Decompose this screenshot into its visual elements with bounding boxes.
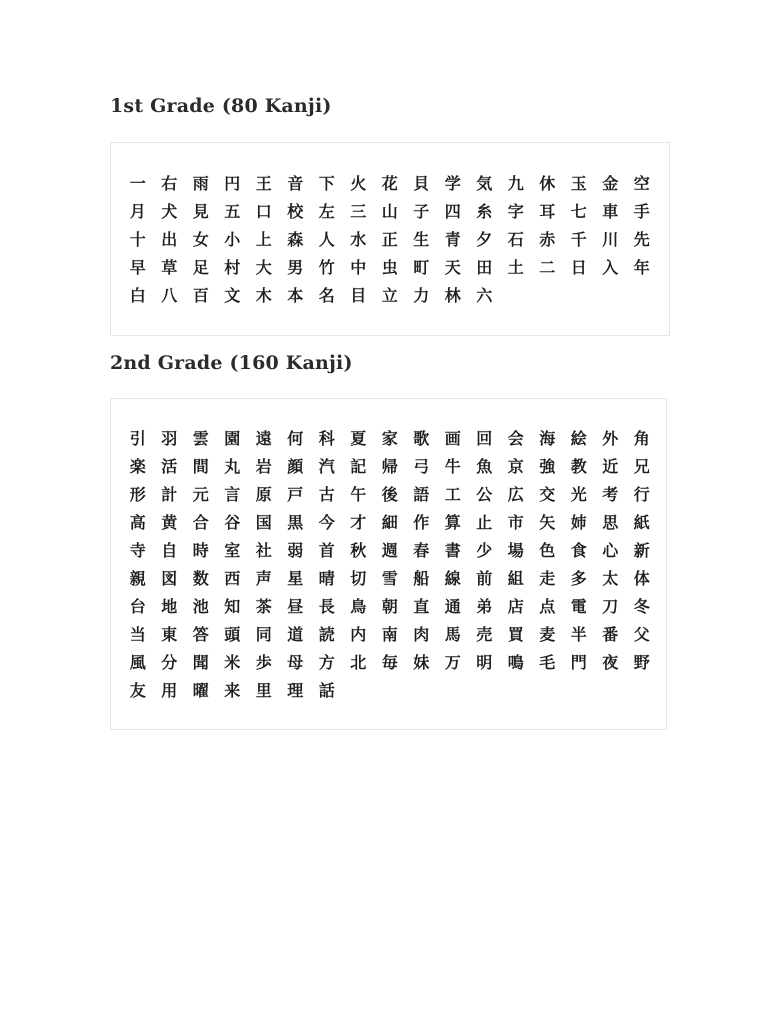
kanji-character: 犬: [161, 202, 178, 221]
kanji-character: 見: [192, 202, 209, 221]
kanji-character: 刀: [602, 597, 619, 616]
kanji-character: 海: [539, 429, 556, 448]
kanji-character: 兄: [633, 457, 650, 476]
kanji-character: 茶: [255, 597, 272, 616]
kanji-character: 明: [476, 653, 493, 672]
kanji-character: 北: [350, 653, 367, 672]
kanji-character: 色: [539, 541, 556, 560]
kanji-character: 遠: [255, 429, 272, 448]
kanji-character: 立: [381, 286, 398, 305]
kanji-character: 子: [413, 202, 430, 221]
kanji-character: 園: [224, 429, 241, 448]
kanji-character: 鳥: [350, 597, 367, 616]
kanji-character: 口: [255, 202, 272, 221]
kanji-character: 心: [602, 541, 619, 560]
kanji-character: 川: [602, 230, 619, 249]
kanji-character: 算: [444, 513, 461, 532]
kanji-character: 春: [413, 541, 430, 560]
kanji-character: 午: [350, 485, 367, 504]
kanji-character: 林: [444, 286, 461, 305]
kanji-character: 方: [318, 653, 335, 672]
kanji-character: 耳: [539, 202, 556, 221]
kanji-character: 岩: [255, 457, 272, 476]
kanji-character: 番: [602, 625, 619, 644]
kanji-character: 二: [539, 258, 556, 277]
kanji-character: 花: [381, 174, 398, 193]
kanji-character: 先: [633, 230, 650, 249]
kanji-character: 教: [570, 457, 587, 476]
kanji-character: 馬: [444, 625, 461, 644]
kanji-character: 中: [350, 258, 367, 277]
kanji-character: 雲: [192, 429, 209, 448]
kanji-character: 同: [255, 625, 272, 644]
kanji-character: 寺: [129, 541, 146, 560]
kanji-character: 半: [570, 625, 587, 644]
kanji-character: 顔: [287, 457, 304, 476]
kanji-character: 玉: [570, 174, 587, 193]
kanji-character: 石: [507, 230, 524, 249]
kanji-character: 大: [255, 258, 272, 277]
kanji-character: 十: [129, 230, 146, 249]
kanji-character: 帰: [381, 457, 398, 476]
kanji-character: 金: [602, 174, 619, 193]
kanji-character: 書: [444, 541, 461, 560]
kanji-character: 音: [287, 174, 304, 193]
grade-2-title: 2nd Grade (160 Kanji): [110, 352, 353, 374]
kanji-character: 朝: [381, 597, 398, 616]
kanji-character: 読: [318, 625, 335, 644]
kanji-character: 形: [129, 485, 146, 504]
kanji-character: 地: [161, 597, 178, 616]
kanji-character: 虫: [381, 258, 398, 277]
kanji-character: 体: [633, 569, 650, 588]
kanji-character: 太: [602, 569, 619, 588]
kanji-character: 矢: [539, 513, 556, 532]
kanji-character: 知: [224, 597, 241, 616]
kanji-character: 計: [161, 485, 178, 504]
kanji-character: 千: [570, 230, 587, 249]
kanji-character: 右: [161, 174, 178, 193]
kanji-character: 語: [413, 485, 430, 504]
kanji-character: 目: [350, 286, 367, 305]
kanji-character: 売: [476, 625, 493, 644]
kanji-character: 組: [507, 569, 524, 588]
kanji-character: 牛: [444, 457, 461, 476]
kanji-character: 力: [413, 286, 430, 305]
kanji-character: 直: [413, 597, 430, 616]
kanji-character: 森: [287, 230, 304, 249]
kanji-character: 池: [192, 597, 209, 616]
kanji-character: 分: [161, 653, 178, 672]
kanji-character: 雪: [381, 569, 398, 588]
kanji-character: 火: [350, 174, 367, 193]
kanji-character: 間: [192, 457, 209, 476]
kanji-character: 休: [539, 174, 556, 193]
kanji-character: 切: [350, 569, 367, 588]
kanji-character: 弱: [287, 541, 304, 560]
kanji-character: 活: [161, 457, 178, 476]
kanji-character: 生: [413, 230, 430, 249]
kanji-character: 交: [539, 485, 556, 504]
kanji-character: 小: [224, 230, 241, 249]
kanji-character: 昼: [287, 597, 304, 616]
kanji-character: 電: [570, 597, 587, 616]
kanji-character: 日: [570, 258, 587, 277]
kanji-character: 船: [413, 569, 430, 588]
kanji-character: 妹: [413, 653, 430, 672]
kanji-character: 三: [350, 202, 367, 221]
kanji-character: 広: [507, 485, 524, 504]
kanji-character: 自: [161, 541, 178, 560]
kanji-character: 村: [224, 258, 241, 277]
kanji-character: 九: [507, 174, 524, 193]
kanji-character: 絵: [570, 429, 587, 448]
kanji-character: 声: [255, 569, 272, 588]
kanji-character: 言: [224, 485, 241, 504]
kanji-character: 竹: [318, 258, 335, 277]
kanji-character: 強: [539, 457, 556, 476]
kanji-character: 水: [350, 230, 367, 249]
kanji-character: 青: [444, 230, 461, 249]
kanji-character: 毎: [381, 653, 398, 672]
kanji-character: 買: [507, 625, 524, 644]
kanji-character: 店: [507, 597, 524, 616]
kanji-character: 点: [539, 597, 556, 616]
kanji-character: 歌: [413, 429, 430, 448]
kanji-character: 画: [444, 429, 461, 448]
kanji-character: 天: [444, 258, 461, 277]
kanji-character: 円: [224, 174, 241, 193]
kanji-character: 本: [287, 286, 304, 305]
kanji-character: 歩: [255, 653, 272, 672]
kanji-character: 聞: [192, 653, 209, 672]
kanji-character: 室: [224, 541, 241, 560]
kanji-character: 羽: [161, 429, 178, 448]
kanji-character: 五: [224, 202, 241, 221]
kanji-character: 気: [476, 174, 493, 193]
kanji-character: 考: [602, 485, 619, 504]
kanji-character: 男: [287, 258, 304, 277]
kanji-character: 高: [129, 513, 146, 532]
kanji-character: 走: [539, 569, 556, 588]
kanji-character: 家: [381, 429, 398, 448]
kanji-character: 万: [444, 653, 461, 672]
kanji-character: 正: [381, 230, 398, 249]
kanji-character: 夜: [602, 653, 619, 672]
kanji-character: 京: [507, 457, 524, 476]
kanji-character: 楽: [129, 457, 146, 476]
kanji-character: 新: [633, 541, 650, 560]
kanji-character: 後: [381, 485, 398, 504]
kanji-character: 数: [192, 569, 209, 588]
kanji-character: 入: [602, 258, 619, 277]
kanji-character: 校: [287, 202, 304, 221]
kanji-character: 外: [602, 429, 619, 448]
kanji-character: 公: [476, 485, 493, 504]
kanji-character: 田: [476, 258, 493, 277]
kanji-character: 科: [318, 429, 335, 448]
kanji-character: 四: [444, 202, 461, 221]
kanji-character: 白: [129, 286, 146, 305]
kanji-character: 足: [192, 258, 209, 277]
kanji-character: 母: [287, 653, 304, 672]
kanji-character: 何: [287, 429, 304, 448]
kanji-character: 一: [129, 174, 146, 193]
kanji-character: 食: [570, 541, 587, 560]
kanji-character: 学: [444, 174, 461, 193]
kanji-character: 角: [633, 429, 650, 448]
kanji-character: 曜: [192, 681, 209, 700]
kanji-character: 図: [161, 569, 178, 588]
kanji-character: 週: [381, 541, 398, 560]
kanji-character: 文: [224, 286, 241, 305]
kanji-character: 夕: [476, 230, 493, 249]
kanji-character: 百: [192, 286, 209, 305]
kanji-character: 工: [444, 485, 461, 504]
kanji-character: 理: [287, 681, 304, 700]
kanji-character: 会: [507, 429, 524, 448]
grade-2-kanji-grid: [122, 425, 658, 705]
kanji-character: 魚: [476, 457, 493, 476]
kanji-character: 首: [318, 541, 335, 560]
kanji-character: 台: [129, 597, 146, 616]
kanji-character: 線: [444, 569, 461, 588]
kanji-character: 父: [633, 625, 650, 644]
kanji-character: 友: [129, 681, 146, 700]
kanji-character: 里: [255, 681, 272, 700]
kanji-character: 弓: [413, 457, 430, 476]
kanji-character: 頭: [224, 625, 241, 644]
kanji-character: 土: [507, 258, 524, 277]
kanji-character: 風: [129, 653, 146, 672]
kanji-character: 話: [318, 681, 335, 700]
kanji-character: 答: [192, 625, 209, 644]
kanji-character: 社: [255, 541, 272, 560]
kanji-character: 町: [413, 258, 430, 277]
kanji-character: 王: [255, 174, 272, 193]
kanji-character: 空: [633, 174, 650, 193]
kanji-character: 東: [161, 625, 178, 644]
kanji-character: 親: [129, 569, 146, 588]
grade-1-title: 1st Grade (80 Kanji): [110, 95, 332, 117]
kanji-character: 女: [192, 230, 209, 249]
kanji-character: 月: [129, 202, 146, 221]
kanji-character: 貝: [413, 174, 430, 193]
grade-1-kanji-grid: [122, 170, 658, 310]
kanji-character: 年: [633, 258, 650, 277]
kanji-character: 黄: [161, 513, 178, 532]
grade-2-kanji-box: [110, 398, 667, 730]
kanji-character: 毛: [539, 653, 556, 672]
kanji-character: 野: [633, 653, 650, 672]
kanji-character: 汽: [318, 457, 335, 476]
kanji-character: 戸: [287, 485, 304, 504]
kanji-character: 姉: [570, 513, 587, 532]
kanji-character: 雨: [192, 174, 209, 193]
kanji-character: 引: [129, 429, 146, 448]
kanji-character: 回: [476, 429, 493, 448]
kanji-character: 少: [476, 541, 493, 560]
kanji-character: 場: [507, 541, 524, 560]
kanji-character: 今: [318, 513, 335, 532]
kanji-character: 黒: [287, 513, 304, 532]
kanji-character: 字: [507, 202, 524, 221]
grade-1-kanji-box: [110, 142, 670, 336]
kanji-character: 赤: [539, 230, 556, 249]
kanji-character: 古: [318, 485, 335, 504]
kanji-character: 南: [381, 625, 398, 644]
kanji-character: 秋: [350, 541, 367, 560]
kanji-character: 車: [602, 202, 619, 221]
kanji-character: 冬: [633, 597, 650, 616]
kanji-character: 早: [129, 258, 146, 277]
kanji-character: 木: [255, 286, 272, 305]
kanji-character: 内: [350, 625, 367, 644]
kanji-character: 原: [255, 485, 272, 504]
kanji-character: 谷: [224, 513, 241, 532]
kanji-character: 星: [287, 569, 304, 588]
kanji-character: 前: [476, 569, 493, 588]
kanji-character: 人: [318, 230, 335, 249]
kanji-character: 時: [192, 541, 209, 560]
kanji-character: 光: [570, 485, 587, 504]
kanji-character: 山: [381, 202, 398, 221]
kanji-character: 糸: [476, 202, 493, 221]
kanji-character: 道: [287, 625, 304, 644]
kanji-character: 七: [570, 202, 587, 221]
kanji-character: 細: [381, 513, 398, 532]
kanji-character: 長: [318, 597, 335, 616]
kanji-character: 晴: [318, 569, 335, 588]
kanji-character: 元: [192, 485, 209, 504]
kanji-character: 名: [318, 286, 335, 305]
kanji-character: 手: [633, 202, 650, 221]
kanji-character: 紙: [633, 513, 650, 532]
kanji-character: 思: [602, 513, 619, 532]
kanji-character: 作: [413, 513, 430, 532]
kanji-character: 出: [161, 230, 178, 249]
kanji-character: 麦: [539, 625, 556, 644]
kanji-character: 丸: [224, 457, 241, 476]
kanji-character: 西: [224, 569, 241, 588]
kanji-character: 行: [633, 485, 650, 504]
kanji-character: 弟: [476, 597, 493, 616]
kanji-character: 合: [192, 513, 209, 532]
kanji-character: 鳴: [507, 653, 524, 672]
kanji-character: 国: [255, 513, 272, 532]
kanji-character: 通: [444, 597, 461, 616]
kanji-character: 才: [350, 513, 367, 532]
kanji-character: 米: [224, 653, 241, 672]
kanji-character: 草: [161, 258, 178, 277]
kanji-character: 来: [224, 681, 241, 700]
kanji-character: 肉: [413, 625, 430, 644]
kanji-character: 門: [570, 653, 587, 672]
kanji-character: 当: [129, 625, 146, 644]
kanji-character: 記: [350, 457, 367, 476]
kanji-character: 下: [318, 174, 335, 193]
kanji-character: 八: [161, 286, 178, 305]
kanji-character: 上: [255, 230, 272, 249]
kanji-character: 市: [507, 513, 524, 532]
kanji-character: 止: [476, 513, 493, 532]
kanji-character: 夏: [350, 429, 367, 448]
kanji-character: 用: [161, 681, 178, 700]
kanji-character: 多: [570, 569, 587, 588]
kanji-character: 近: [602, 457, 619, 476]
kanji-character: 六: [476, 286, 493, 305]
kanji-character: 左: [318, 202, 335, 221]
